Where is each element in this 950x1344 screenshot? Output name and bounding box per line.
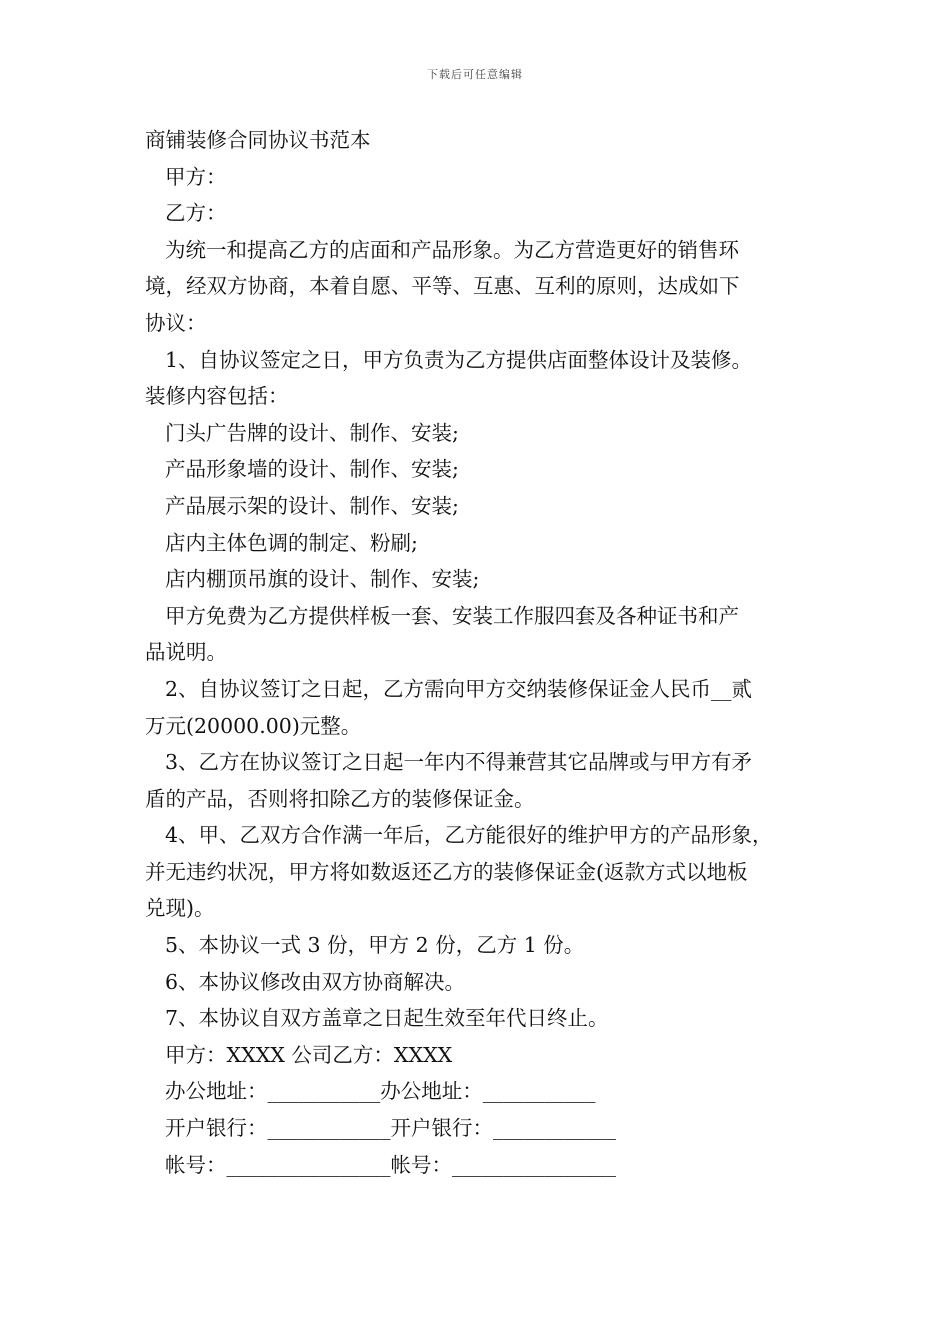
- contract-line: 门头广告牌的设计、制作、安装;: [165, 420, 459, 445]
- contract-line: 为统一和提高乙方的店面和产品形象。为乙方营造更好的销售环: [165, 237, 739, 262]
- contract-line: 装修内容包括：: [145, 384, 289, 409]
- contract-line: 3、乙方在协议签订之日起一年内不得兼营其它品牌或与甲方有矛: [165, 750, 753, 775]
- contract-line: 万元(20000.00)元整。: [145, 713, 362, 738]
- contract-line: 6、本协议修改由双方协商解决。: [165, 969, 466, 994]
- contract-line: 协议：: [145, 310, 207, 335]
- contract-body: [145, 122, 813, 1183]
- page-header-note: 下载后可任意编辑: [427, 68, 523, 81]
- contract-line: 境，经双方协商，本着自愿、平等、互惠、互利的原则，达成如下: [145, 274, 740, 299]
- contract-line: 店内棚顶吊旗的设计、制作、安装;: [165, 567, 480, 592]
- contract-line: 品说明。: [145, 640, 227, 665]
- contract-line: 兑现)。: [145, 896, 215, 921]
- contract-line: 开户银行：____________开户银行：____________: [165, 1116, 616, 1141]
- contract-line: 甲方免费为乙方提供样板一套、安装工作服四套及各种证书和产: [165, 603, 739, 628]
- document-title: 商铺装修合同协议书范本: [145, 128, 371, 152]
- contract-line: 盾的产品，否则将扣除乙方的装修保证金。: [145, 786, 535, 811]
- contract-line: 办公地址：___________办公地址：___________: [165, 1079, 596, 1104]
- contract-line: 甲方：: [165, 164, 227, 189]
- contract-line: 帐号：________________帐号：________________: [165, 1152, 616, 1177]
- contract-line: 店内主体色调的制定、粉刷;: [165, 530, 418, 555]
- contract-line: 4、甲、乙双方合作满一年后，乙方能很好的维护甲方的产品形象，: [165, 823, 773, 848]
- contract-line: 5、本协议一式 3 份，甲方 2 份，乙方 1 份。: [165, 933, 585, 958]
- contract-line: 产品展示架的设计、制作、安装;: [165, 493, 459, 518]
- contract-line: 2、自协议签订之日起，乙方需向甲方交纳装修保证金人民币__贰: [165, 676, 753, 701]
- contract-line: 甲方：XXXX 公司乙方：XXXX: [165, 1042, 453, 1067]
- contract-line: 1、自协议签定之日，甲方负责为乙方提供店面整体设计及装修。: [165, 347, 753, 372]
- contract-line: 乙方：: [165, 201, 227, 226]
- contract-line: 7、本协议自双方盖章之日起生效至年代日终止。: [165, 1006, 609, 1031]
- contract-line: 并无违约状况，甲方将如数返还乙方的装修保证金(返款方式以地板: [145, 859, 748, 884]
- contract-line: 产品形象墙的设计、制作、安装;: [165, 457, 459, 482]
